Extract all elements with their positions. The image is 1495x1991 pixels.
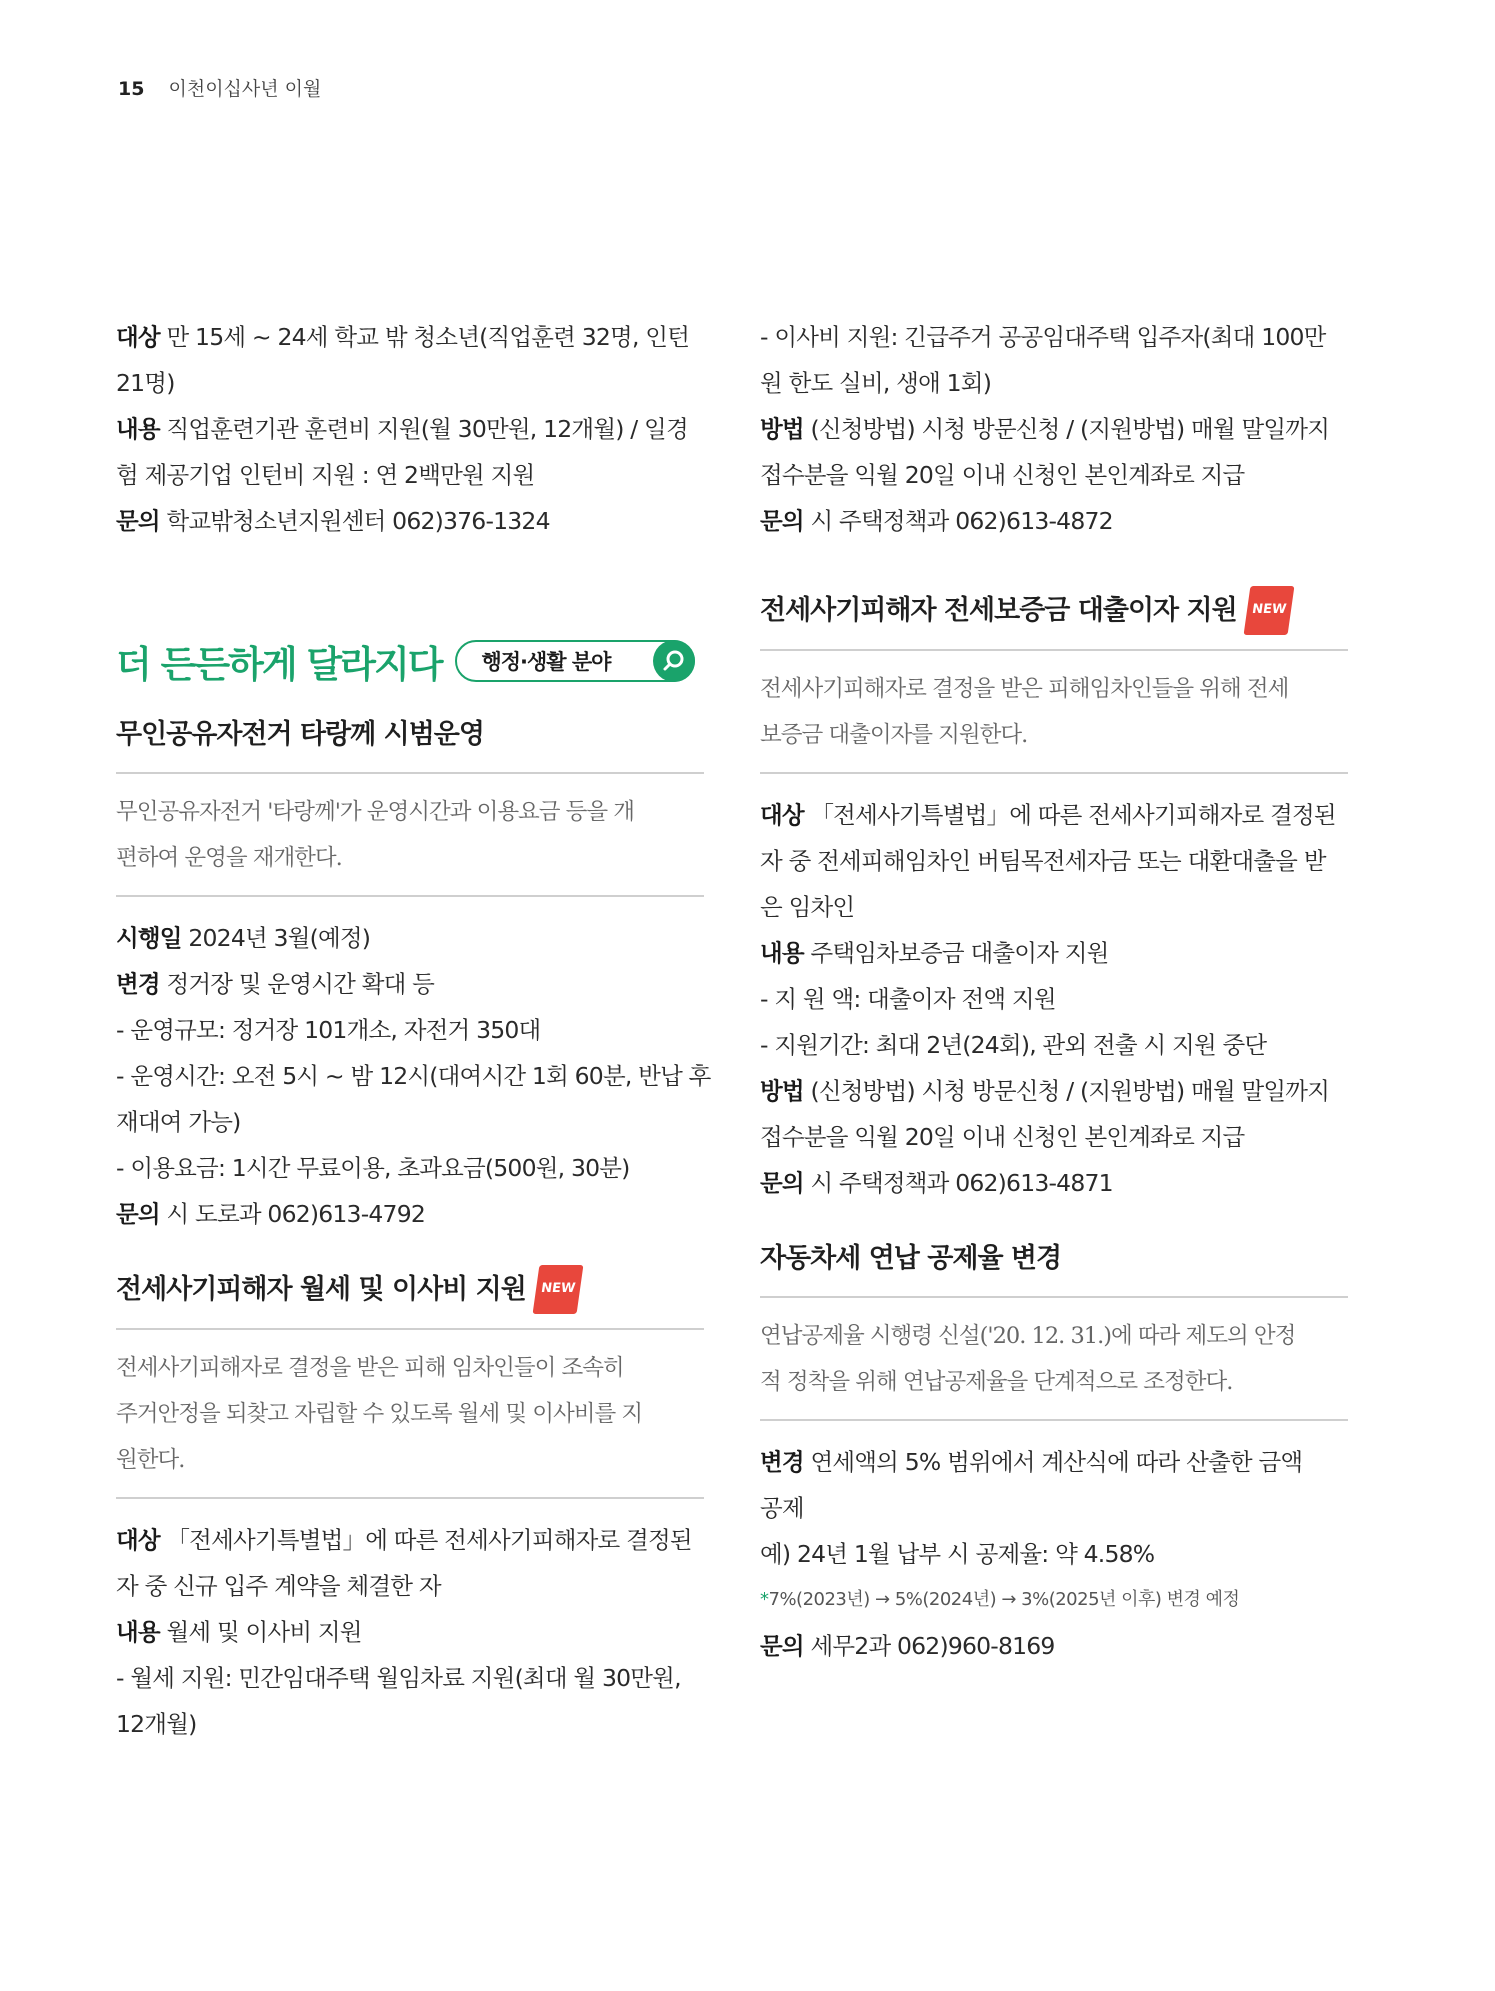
loan-title [760,586,1348,635]
list-item: - 운영시간: 오전 5시 ~ 밤 12시(대여시간 1회 60분, 반납 후 [116,1062,711,1090]
loan-target-cont: 은 임차인 [760,893,855,921]
list-item: - 운영규모: 정거장 101개소, 자전거 350대 [116,1016,541,1044]
label-inquiry: 문의 [760,1632,804,1660]
tax-title: 자동차세 연납 공제율 변경 [760,1243,1062,1274]
bike-title: 무인공유자전거 타랑께 시범운영 [116,719,484,750]
label-target: 대상 [116,1526,160,1554]
school-inquiry: 학교밖청소년지원센터 062)376-1324 [166,507,550,535]
bike-intro [116,772,704,897]
label-content: 내용 [116,1618,160,1646]
new-badge: NEW [1243,586,1294,635]
list-item: 원 한도 실비, 생애 1회) [760,369,992,397]
tax-change-cont: 공제 [760,1494,804,1522]
label-date: 시행일 [116,924,182,952]
school-content-cont: 험 제공기업 인턴비 지원 : 연 2백만원 지원 [116,461,535,489]
intro-line: 무인공유자전거 '타랑께'가 운영시간과 이용요금 등을 개 [116,799,635,825]
bike-change: 정거장 및 운영시간 확대 등 [166,970,435,998]
intro-line: 전세사기피해자로 결정을 받은 피해 임차인들이 조속히 [116,1355,624,1381]
loan-target: 「전세사기특별법」에 따른 전세사기피해자로 결정된 [810,801,1336,829]
list-item: 재대여 가능) [116,1108,241,1136]
category-pill-label: 행정·생활 분야 [481,650,611,674]
list-item: 12개월) [116,1710,197,1738]
rent-method-cont: 접수분을 익월 20일 이내 신청인 본인계좌로 지급 [760,461,1245,489]
label-content: 내용 [116,415,160,443]
label-content: 내용 [760,939,804,967]
label-inquiry: 문의 [760,1169,804,1197]
note-star: * [760,1589,769,1610]
page-number: 15 [118,78,145,100]
loan-target-cont: 자 중 전세피해임차인 버팀목전세자금 또는 대환대출을 받 [760,847,1326,875]
tax-intro [760,1296,1348,1421]
intro-line: 보증금 대출이자를 지원한다. [760,722,1028,748]
banner-title: 더 든든하게 달라지다 [116,643,442,686]
school-target-cont: 21명) [116,369,175,397]
label-inquiry: 문의 [116,507,160,535]
label-inquiry: 문의 [116,1200,160,1228]
loan-intro [760,649,1348,774]
list-item: - 지 원 액: 대출이자 전액 지원 [760,985,1056,1013]
new-badge: NEW [532,1265,583,1314]
tax-note [760,1577,1348,1623]
list-item: - 이용요금: 1시간 무료이용, 초과요금(500원, 30분) [116,1154,630,1182]
rent-title-text: 전세사기피해자 월세 및 이사비 지원 [116,1274,526,1305]
header-title: 이천이십사년 이월 [168,78,322,100]
left-column [116,314,711,1747]
rent-intro [116,1328,704,1499]
rent-inquiry: 시 주택정책과 062)613-4872 [810,507,1113,535]
tax-note-text: 7%(2023년) → 5%(2024년) → 3%(2025년 이후) 변경 예정 [768,1589,1240,1610]
intro-line: 적 정착을 위해 연납공제율을 단계적으로 조정한다. [760,1369,1233,1395]
rent-target-cont: 자 중 신규 입주 계약을 체결한 자 [116,1572,441,1600]
school-target: 만 15세 ~ 24세 학교 밖 청소년(직업훈련 32명, 인턴 [166,323,690,351]
bike-inquiry: 시 도로과 062)613-4792 [166,1200,425,1228]
label-method: 방법 [760,415,804,443]
bike-date: 2024년 3월(예정) [188,924,371,952]
list-item: - 월세 지원: 민간임대주택 월임차료 지원(최대 월 30만원, [116,1664,681,1692]
search-icon [653,640,695,682]
loan-content: 주택임차보증금 대출이자 지원 [810,939,1109,967]
tax-change: 연세액의 5% 범위에서 계산식에 따라 산출한 금액 [810,1448,1303,1476]
loan-method: (신청방법) 시청 방문신청 / (지원방법) 매월 말일까지 [810,1077,1330,1105]
rent-content: 월세 및 이사비 지원 [166,1618,362,1646]
intro-line: 주거안정을 되찾고 자립할 수 있도록 월세 및 이사비를 지 [116,1401,643,1427]
label-target: 대상 [760,801,804,829]
list-item: - 이사비 지원: 긴급주거 공공임대주택 입주자(최대 100만 [760,323,1326,351]
loan-method-cont: 접수분을 익월 20일 이내 신청인 본인계좌로 지급 [760,1123,1245,1151]
rent-method: (신청방법) 시청 방문신청 / (지원방법) 매월 말일까지 [810,415,1330,443]
page-header [118,74,321,101]
category-pill [455,640,695,682]
school-youth-section [116,314,704,544]
intro-line: 편하여 운영을 재개한다. [116,845,342,871]
loan-inquiry: 시 주택정책과 062)613-4871 [810,1169,1113,1197]
rent-target: 「전세사기특별법」에 따른 전세사기피해자로 결정된 [166,1526,692,1554]
school-content: 직업훈련기관 훈련비 지원(월 30만원, 12개월) / 일경 [166,415,688,443]
intro-line: 원한다. [116,1447,185,1473]
label-change: 변경 [116,970,160,998]
rent-title [116,1265,704,1314]
label-target: 대상 [116,323,160,351]
label-inquiry: 문의 [760,507,804,535]
tax-inquiry: 세무2과 062)960-8169 [810,1632,1055,1660]
label-method: 방법 [760,1077,804,1105]
list-item: - 지원기간: 최대 2년(24회), 관외 전출 시 지원 중단 [760,1031,1267,1059]
category-banner [116,632,704,690]
right-column [760,314,1348,1669]
loan-title-text: 전세사기피해자 전세보증금 대출이자 지원 [760,595,1237,626]
label-change: 변경 [760,1448,804,1476]
intro-line: 전세사기피해자로 결정을 받은 피해임차인들을 위해 전세 [760,676,1289,702]
intro-line: 연납공제율 시행령 신설('20. 12. 31.)에 따라 제도의 안정 [760,1323,1296,1349]
tax-example: 예) 24년 1월 납부 시 공제율: 약 4.58% [760,1540,1155,1568]
